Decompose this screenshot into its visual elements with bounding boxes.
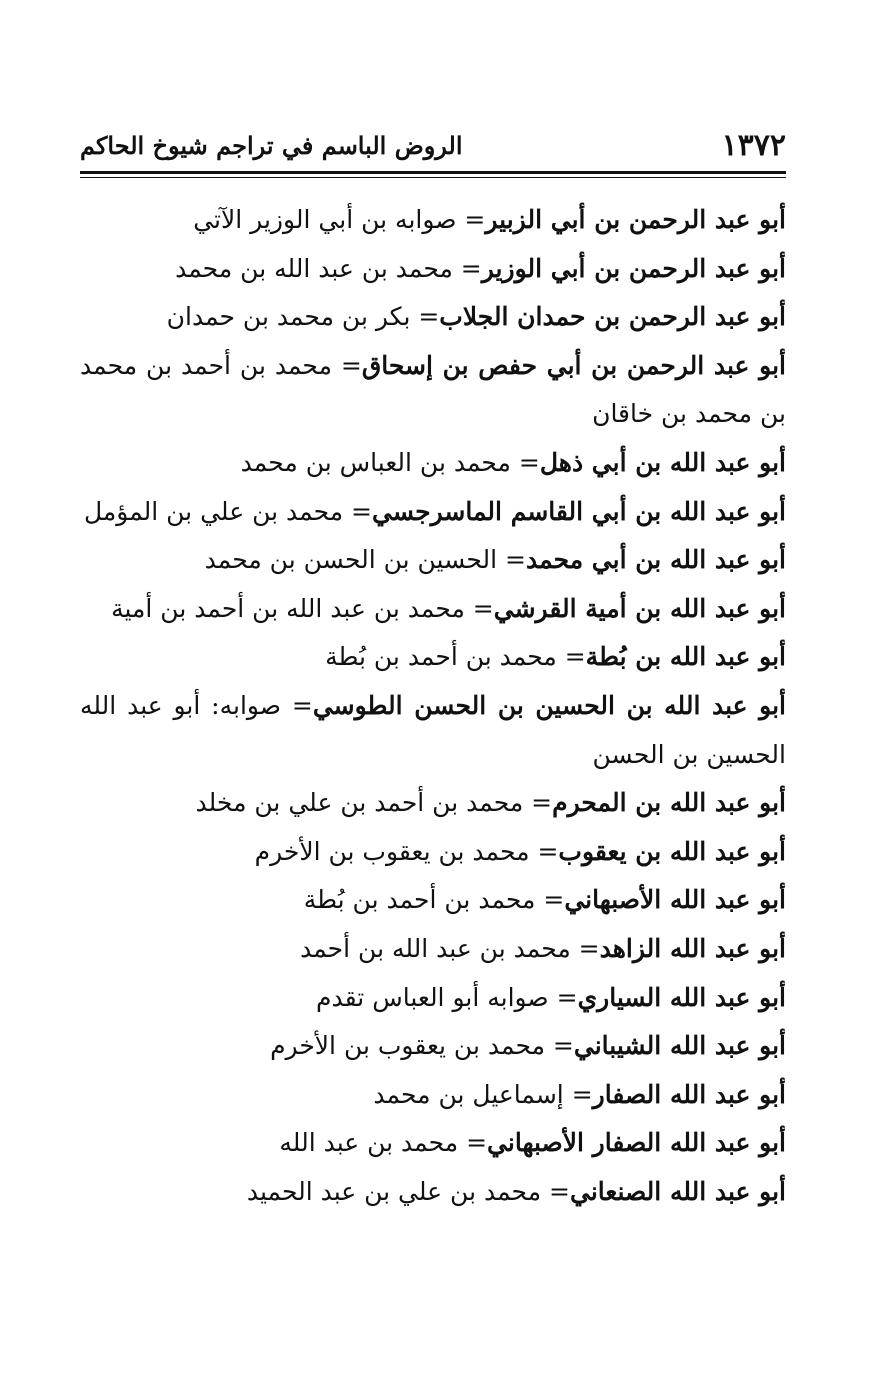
header-rule-thin — [80, 177, 786, 178]
entry-kunya: أبو عبد الله بن أبي القاسم الماسرجسي — [372, 496, 786, 526]
entry-kunya: أبو عبد الرحمن بن أبي حفص بن إسحاق — [361, 350, 786, 380]
entry-identification: = محمد بن أحمد بن بُطة — [325, 642, 586, 672]
entry-identification: = محمد بن علي بن عبد الحميد — [246, 1176, 570, 1206]
entry-kunya: أبو عبد الله السياري — [577, 982, 786, 1012]
index-entries — [80, 196, 786, 1216]
page-number: ١٣٧٢ — [721, 128, 786, 163]
index-entry — [80, 876, 786, 925]
entry-identification: = محمد بن يعقوب بن الأخرم — [254, 836, 559, 866]
entry-kunya: أبو عبد الله الصفار الأصبهاني — [487, 1128, 786, 1158]
index-entry — [80, 342, 786, 439]
index-entry — [80, 536, 786, 585]
index-entry — [80, 488, 786, 537]
entry-identification: = الحسين بن الحسن بن محمد — [204, 545, 526, 575]
entry-identification: = محمد بن عبد الله بن أحمد — [300, 933, 600, 963]
entry-identification: = صوابه: أبو عبد الله الحسين بن الحسن — [80, 690, 786, 769]
index-entry — [80, 1022, 786, 1071]
entry-identification: = محمد بن العباس بن محمد — [240, 447, 540, 477]
index-entry — [80, 925, 786, 974]
entry-kunya: أبو عبد الله الزاهد — [599, 933, 786, 963]
entry-kunya: أبو عبد الله بن المحرم — [552, 788, 786, 818]
entry-kunya: أبو عبد الله الشيباني — [573, 1031, 786, 1061]
entry-kunya: أبو عبد الله الصنعاني — [569, 1176, 786, 1206]
index-entry — [80, 633, 786, 682]
index-entry — [80, 585, 786, 634]
entry-identification: = بكر بن محمد بن حمدان — [166, 302, 440, 332]
entry-kunya: أبو عبد الله الأصبهاني — [564, 885, 786, 915]
entry-kunya: أبو عبد الله بن الحسين بن الحسن الطوسي — [312, 690, 786, 720]
index-entry — [80, 682, 786, 779]
entry-identification: = محمد بن عبد الله — [279, 1128, 488, 1158]
index-entry — [80, 293, 786, 342]
index-entry — [80, 779, 786, 828]
entry-identification: = صوابه أبو العباس تقدم — [316, 982, 578, 1012]
entry-identification: = محمد بن يعقوب بن الأخرم — [270, 1031, 574, 1061]
entry-identification: = محمد بن أحمد بن علي بن مخلد — [195, 788, 553, 818]
entry-kunya: أبو عبد الله بن يعقوب — [558, 836, 786, 866]
entry-identification: = محمد بن عبد الله بن محمد — [175, 253, 482, 283]
index-entry — [80, 1071, 786, 1120]
entry-identification: = محمد بن عبد الله بن أحمد بن أمية — [111, 593, 494, 623]
index-entry — [80, 1119, 786, 1168]
entry-kunya: أبو عبد الله بن أمية القرشي — [493, 593, 786, 623]
entry-kunya: أبو عبد الرحمن بن أبي الوزير — [481, 253, 786, 283]
entry-kunya: أبو عبد الرحمن بن حمدان الجلاب — [439, 302, 786, 332]
entry-kunya: أبو عبد الله الصفار — [592, 1079, 786, 1109]
entry-identification: = محمد بن أحمد بن بُطة — [303, 885, 565, 915]
index-entry — [80, 439, 786, 488]
index-entry — [80, 828, 786, 877]
running-title: الروض الباسم في تراجم شيوخ الحاكم — [80, 131, 463, 160]
entry-kunya: أبو عبد الله بن أبي ذهل — [539, 447, 786, 477]
index-entry — [80, 1168, 786, 1217]
entry-kunya: أبو عبد الله بن بُطة — [585, 642, 786, 672]
header-rule-thick — [80, 171, 786, 174]
page-header — [80, 124, 786, 168]
index-entry — [80, 974, 786, 1023]
entry-identification: = محمد بن علي بن المؤمل — [83, 496, 373, 526]
index-entry — [80, 196, 786, 245]
entry-identification: = محمد بن أحمد بن محمد بن محمد بن خاقان — [80, 350, 786, 429]
entry-kunya: أبو عبد الله بن أبي محمد — [526, 545, 786, 575]
entry-identification: = إسماعيل بن محمد — [373, 1079, 593, 1109]
entry-kunya: أبو عبد الرحمن بن أبي الزبير — [485, 205, 786, 234]
entry-identification: = صوابه بن أبي الوزير الآتي — [193, 205, 486, 234]
index-entry — [80, 245, 786, 294]
